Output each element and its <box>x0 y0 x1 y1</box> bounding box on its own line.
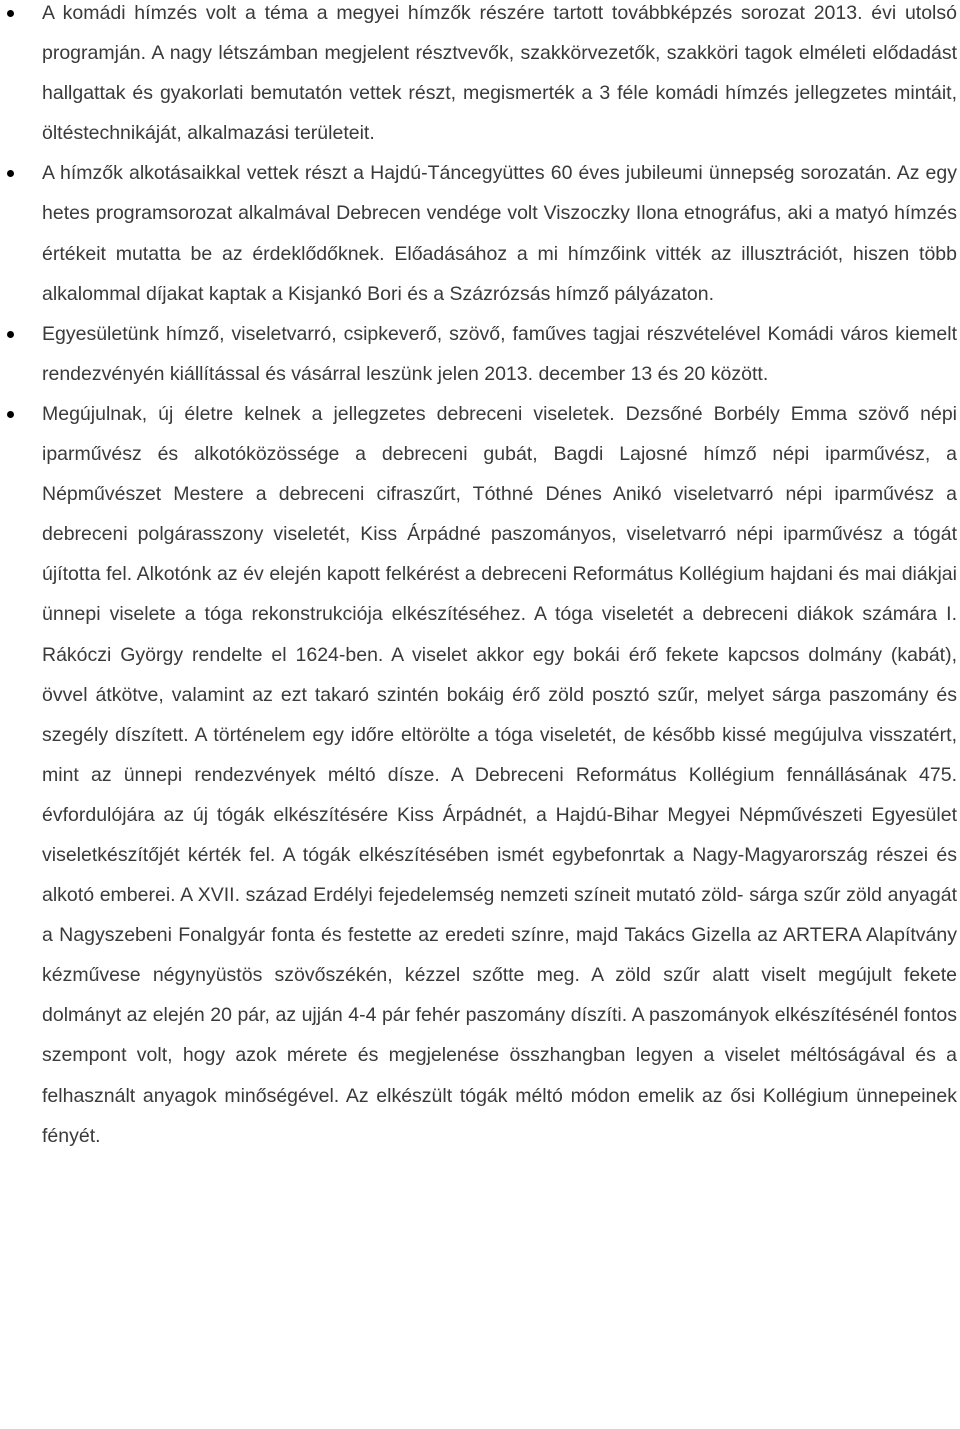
bullet-item-debrecen-costumes <box>42 394 957 1156</box>
bullet-item-komadi-embroidery <box>42 0 957 153</box>
bullet-text: A hímzők alkotásaikkal vettek részt a Hajdú-Táncegyüttes 60 éves jubileumi ünnepség sorozatán. Az egy hetes programsorozat alkalmával Debrecen vendége volt Viszoczky Ilona etnográfus, aki a matyó hímzés értékeit mutatta be az érdeklődőknek. Előadásához a mi hímzőink vitték az illusztrációt, hiszen több alkalommal díjakat kaptak a Kisjankó Bori és a Százrózsás hímző pályázaton. <box>42 162 957 305</box>
bullet-text: A komádi hímzés volt a téma a megyei hímzők részére tartott továbbképzés sorozat 2013. évi utolsó programján. A nagy létszámban megjelent résztvevők, szakkörvezetők, szakköri tagok elméleti elődadást hallgattak és gyakorlati bemutatón vettek részt, megismerték a 3 féle komádi hímzés jellegzetes mintáit, öltéstechnikáját, alkalmazási területeit. <box>42 2 957 145</box>
bullet-item-hajdu-dance-ensemble <box>42 153 957 313</box>
bullet-dot-icon <box>7 331 14 338</box>
bullet-dot-icon <box>7 10 14 17</box>
bullet-text: Megújulnak, új életre kelnek a jellegzetes debreceni viseletek. Dezsőné Borbély Emma szövő népi iparművész és alkotóközössége a debreceni gubát, Bagdi Lajosné hímző népi iparművész, a Népművészet Mestere a debreceni cifraszűrt, Tóthné Dénes Anikó viseletvarró népi iparművész a debreceni polgárasszony viseletét, Kiss Árpádné paszományos, viseletvarró népi iparművész a tógát újította fel. Alkotónk az év elején kapott felkérést a debreceni Református Kollégium hajdani és mai diákjai ünnepi viselete a tóga rekonstrukciója elkészítéséhez. A tóga viseletét a debreceni diákok számára I. Rákóczi György rendelte el 1624-ben. A viselet akkor egy bokái érő fekete kapcsos dolmány (kabát), övvel átkötve, valamint az ezt takaró szintén bokáig érő zöld posztó szűr, melyet sárga paszomány és szegély díszített. A történelem egy időre eltörölte a tóga viseletét, de később kissé megújulva visszatért, mint az ünnepi rendezvények méltó dísze. A Debreceni Református Kollégium fennállásának 475. évfordulójára az új tógák elkészítésére Kiss Árpádnét, a Hajdú-Bihar Megyei Népművészeti Egyesület viseletkészítőjét kérték fel. A tógák elkészítésében ismét egybefonrtak a Nagy-Magyarország részei és alkotó emberei. A XVII. század Erdélyi fejedelemség nemzeti színeit mutató zöld- sárga szűr zöld anyagát a Nagyszebeni Fonalgyár fonta és festette az eredeti színre, majd Takács Gizella az ARTERA Alapítvány kézművese négynyüstös szövőszékén, kézzel szőtte meg. A zöld szűr alatt viselt megújult fekete dolmányt az elején 20 pár, az ujján 4-4 pár fehér paszomány díszíti. A paszományok elkészítésénél fontos szempont volt, hogy azok mérete és megjelenése összhangban legyen a viselet méltóságával és a felhasznált anyagok minőségével. Az elkészült tógák méltó módon emelik az ősi Kollégium ünnepeinek fényét. <box>42 402 957 1147</box>
bullet-dot-icon <box>7 170 14 177</box>
bullet-item-komadi-exhibition <box>42 314 957 394</box>
bullet-text: Egyesületünk hímző, viseletvarró, csipkeverő, szövő, faműves tagjai részvételével Komádi város kiemelt rendezvényén kiállítással és vásárral leszünk jelen 2013. december 13 és 20 között. <box>42 322 957 385</box>
bullet-dot-icon <box>7 411 14 418</box>
